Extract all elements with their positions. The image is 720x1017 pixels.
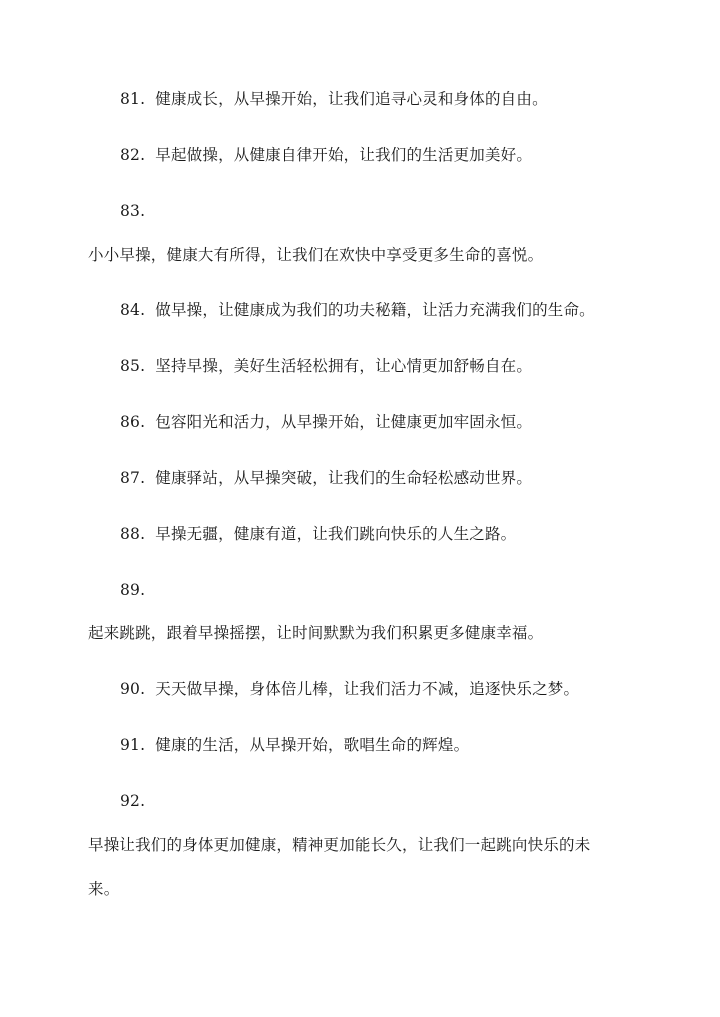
- item-text: 天天做早操，身体倍儿棒，让我们活力不减，追逐快乐之梦。: [155, 680, 580, 698]
- item-text: 来。: [88, 880, 120, 898]
- list-item-81: [120, 89, 548, 109]
- item-number: 92.: [120, 792, 146, 810]
- list-item-87: [120, 468, 532, 488]
- item-number: 88.: [120, 525, 146, 543]
- item-text: 健康驿站，从早操突破，让我们的生命轻松感动世界。: [155, 469, 533, 487]
- item-number: 85.: [120, 357, 146, 375]
- item-number: 84.: [120, 301, 146, 319]
- list-item-91: [120, 735, 469, 755]
- list-item-92-text-line1: [88, 835, 590, 855]
- item-text: 起来跳跳，跟着早操摇摆，让时间默默为我们积累更多健康幸福。: [88, 624, 544, 642]
- list-item-84: [120, 300, 595, 320]
- item-text: 做早操，让健康成为我们的功夫秘籍，让活力充满我们的生命。: [155, 301, 595, 319]
- list-item-88: [120, 524, 516, 544]
- item-text: 健康的生活，从早操开始，歌唱生命的辉煌。: [155, 736, 470, 754]
- list-item-83-text: [88, 245, 543, 265]
- list-item-85: [120, 356, 532, 376]
- list-item-92-text-line2: [88, 879, 119, 899]
- item-number: 89.: [120, 581, 146, 599]
- list-item-83-number: [120, 201, 145, 221]
- item-number: 81.: [120, 90, 146, 108]
- item-text: 早操让我们的身体更加健康，精神更加能长久，让我们一起跳向快乐的未: [88, 836, 591, 854]
- list-item-89-text: [88, 623, 543, 643]
- list-item-92-number: [120, 791, 145, 811]
- list-item-86: [120, 412, 532, 432]
- item-number: 82.: [120, 146, 146, 164]
- item-number: 87.: [120, 469, 146, 487]
- item-text: 包容阳光和活力，从早操开始，让健康更加牢固永恒。: [155, 413, 533, 431]
- list-item-90: [120, 679, 579, 699]
- list-item-82: [120, 145, 532, 165]
- item-text: 早操无疆，健康有道，让我们跳向快乐的人生之路。: [155, 525, 517, 543]
- item-number: 86.: [120, 413, 146, 431]
- item-text: 早起做操，从健康自律开始，让我们的生活更加美好。: [155, 146, 533, 164]
- item-text: 坚持早操，美好生活轻松拥有，让心情更加舒畅自在。: [155, 357, 533, 375]
- item-number: 83.: [120, 202, 146, 220]
- list-item-89-number: [120, 580, 145, 600]
- item-number: 91.: [120, 736, 146, 754]
- item-text: 小小早操，健康大有所得，让我们在欢快中享受更多生命的喜悦。: [88, 246, 544, 264]
- item-number: 90.: [120, 680, 146, 698]
- item-text: 健康成长，从早操开始，让我们追寻心灵和身体的自由。: [155, 90, 548, 108]
